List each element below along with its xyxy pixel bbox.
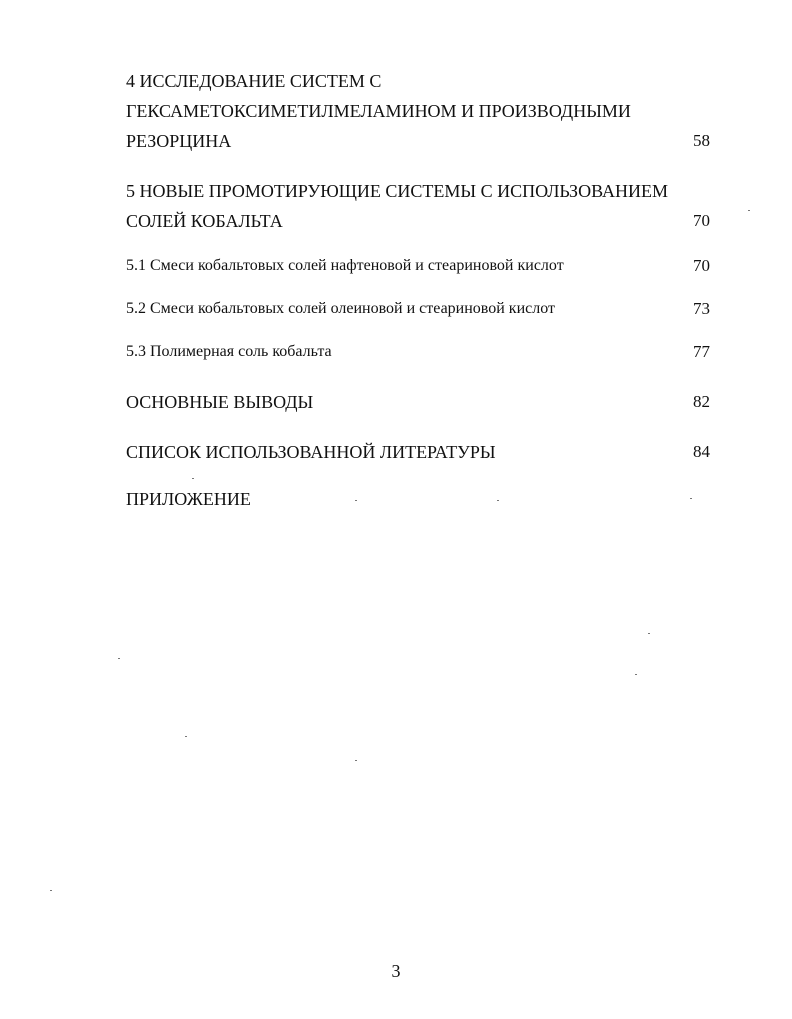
toc-section-5-3-page: 77 xyxy=(693,342,710,361)
toc-section-5-1: 5.1 Смеси кобальтовых солей нафтеновой и стеариновой кислот xyxy=(126,257,564,274)
scan-speck xyxy=(118,658,120,659)
toc-section-5-2-page: 73 xyxy=(693,299,710,318)
scan-speck xyxy=(355,500,357,501)
toc-references: СПИСОК ИСПОЛЬЗОВАННОЙ ЛИТЕРАТУРЫ xyxy=(126,442,496,462)
toc-chapter4-line3: РЕЗОРЦИНА xyxy=(126,131,232,151)
toc-section-5-1-page: 70 xyxy=(693,256,710,275)
toc-chapter4-line2: ГЕКСАМЕТОКСИМЕТИЛМЕЛАМИНОМ И ПРОИЗВОДНЫМИ xyxy=(126,101,631,121)
scan-speck xyxy=(748,210,750,211)
scan-speck xyxy=(635,674,637,675)
toc-section-5-2: 5.2 Смеси кобальтовых солей олеиновой и стеариновой кислот xyxy=(126,300,555,317)
scan-speck xyxy=(185,736,187,737)
toc-chapter4-line1: 4 ИССЛЕДОВАНИЕ СИСТЕМ С xyxy=(126,71,382,91)
toc-chapter4-page: 58 xyxy=(693,131,710,150)
toc-chapter5-line1: 5 НОВЫЕ ПРОМОТИРУЮЩИЕ СИСТЕМЫ С ИСПОЛЬЗОВАНИЕМ xyxy=(126,181,668,201)
scan-speck xyxy=(648,633,650,634)
page-number: 3 xyxy=(391,961,401,981)
toc-chapter5-page: 70 xyxy=(693,211,710,230)
scan-speck xyxy=(497,500,499,501)
toc-appendix: ПРИЛОЖЕНИЕ xyxy=(126,489,251,509)
toc-section-5-3: 5.3 Полимерная соль кобальта xyxy=(126,343,332,360)
scan-speck xyxy=(690,498,692,499)
toc-references-page: 84 xyxy=(693,442,710,461)
scan-speck xyxy=(50,890,52,891)
toc-conclusions: ОСНОВНЫЕ ВЫВОДЫ xyxy=(126,392,314,412)
scan-speck xyxy=(355,760,357,761)
toc-chapter5-line2: СОЛЕЙ КОБАЛЬТА xyxy=(126,211,283,231)
toc-conclusions-page: 82 xyxy=(693,392,710,411)
scan-speck xyxy=(192,478,194,479)
